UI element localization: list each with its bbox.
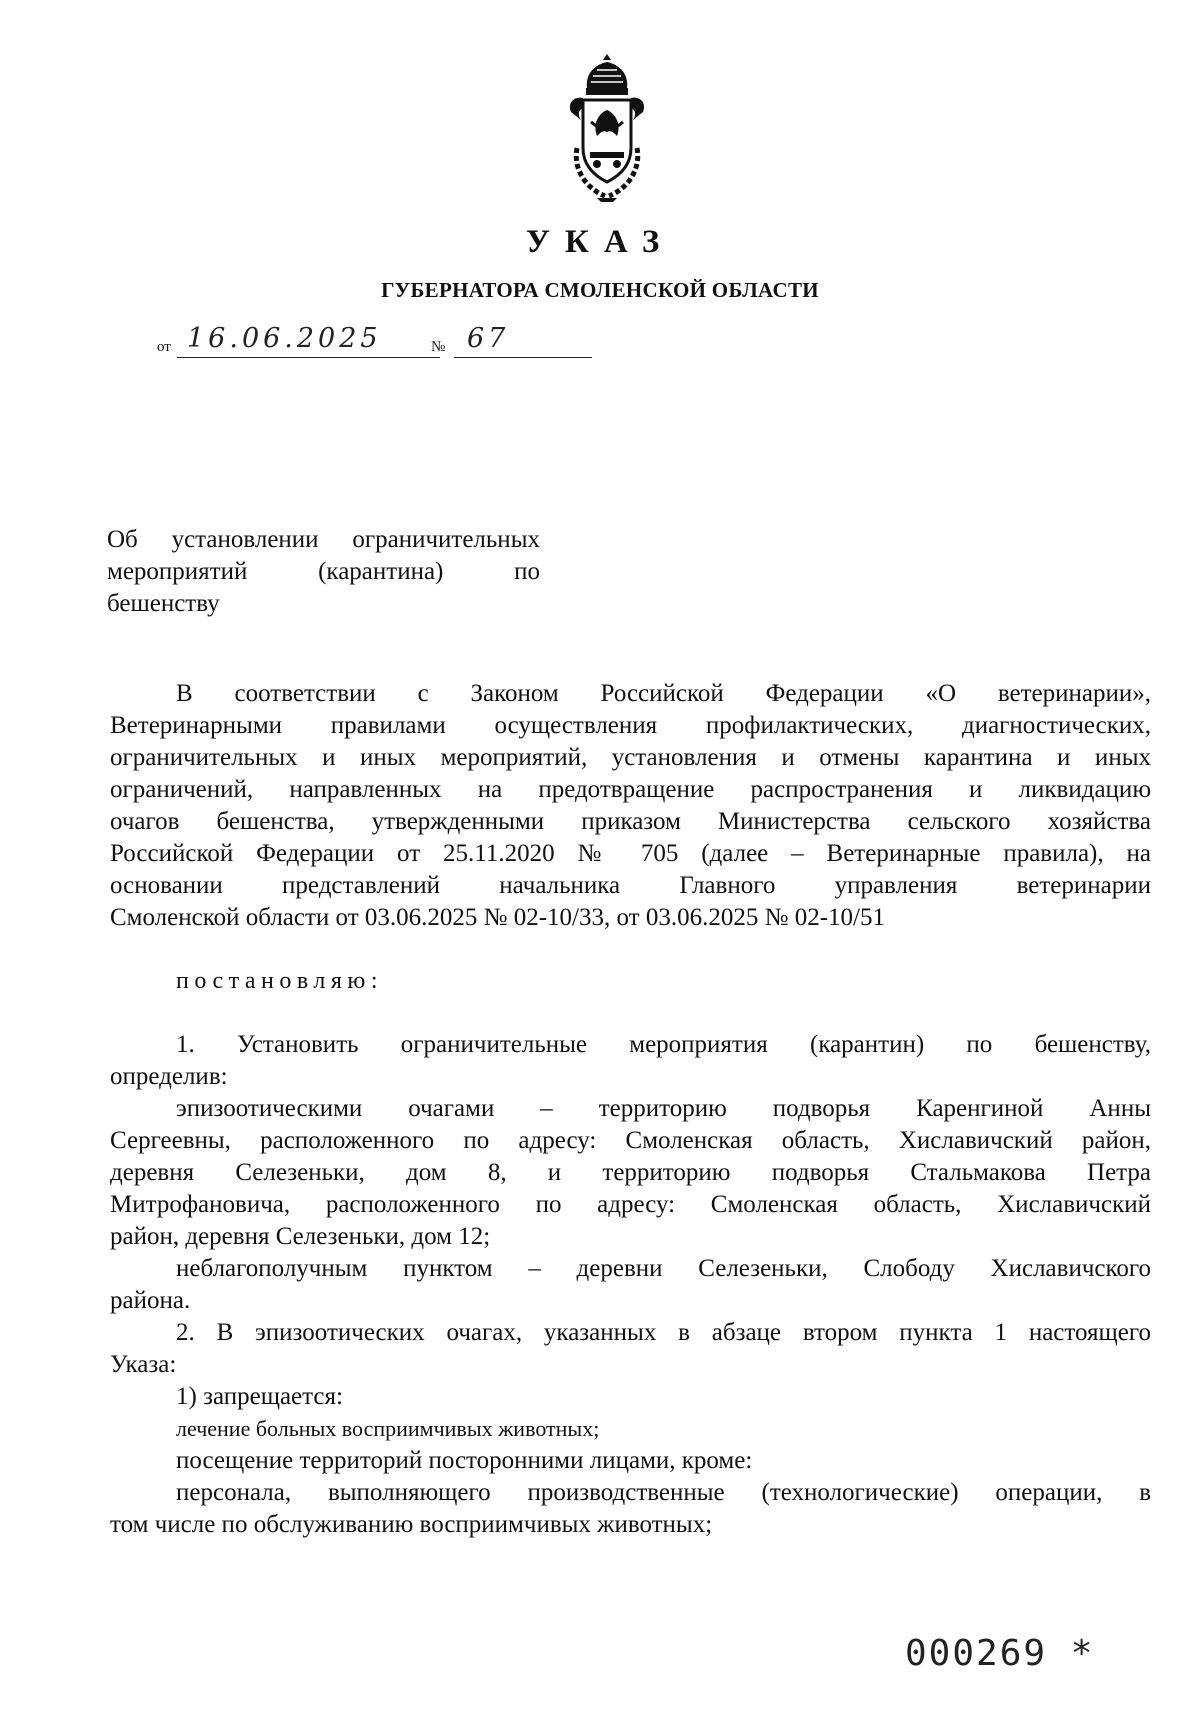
decree-items (110, 1029, 1151, 1541)
document-title: УКАЗ (525, 224, 675, 260)
text-line: Смоленской области от 03.06.2025 № 02-10/33, от 03.06.2025 № 02-10/51 (110, 904, 885, 931)
text-line: ограничительных и иных мероприятий, установления и отмены карантина и иных (110, 744, 1151, 771)
handwritten-number: 67 (467, 323, 510, 354)
text-line: персонала, выполняющего производственные (технологические) операции, в (176, 1479, 1151, 1506)
subject-line: Об установлении ограничительных (107, 526, 540, 553)
text-line: посещение территорий посторонними лицами, кроме: (176, 1447, 753, 1474)
text-line: ограничений, направленных на предотвращение распространения и ликвидацию (110, 776, 1151, 803)
text-line: Сергеевны, расположенного по адресу: Смоленская область, Хиславичский район, (110, 1127, 1151, 1154)
document-subject (107, 524, 540, 620)
text-line: 2. В эпизоотических очагах, указанных в абзаце втором пункта 1 настоящего (176, 1319, 1151, 1346)
text-line: 1) запрещается: (176, 1383, 343, 1410)
text-line: Указа: (110, 1351, 177, 1378)
text-line: Ветеринарными правилами осуществления профилактических, диагностических, (110, 712, 1151, 739)
text-line: лечение больных восприимчивых животных; (176, 1416, 600, 1441)
date-underline (177, 357, 440, 358)
text-line: Российской Федерации от 25.11.2020 № 705 (далее – Ветеринарные правила), на (110, 840, 1151, 867)
text-line: В соответствии с Законом Российской Федерации «О ветеринарии», (176, 680, 1151, 707)
number-label: № (431, 339, 446, 355)
text-line: том числе по обслуживанию восприимчивых животных; (110, 1511, 713, 1538)
text-line: района. (110, 1287, 191, 1314)
text-line: эпизоотическими очагами – территорию подворья Каренгиной Анны (176, 1095, 1151, 1122)
text-line: район, деревня Селезеньки, дом 12; (110, 1223, 491, 1250)
text-line: определив: (110, 1063, 228, 1090)
text-line: 1. Установить ограничительные мероприятия (карантин) по бешенству, (176, 1031, 1151, 1058)
decree-word: постановляю: (176, 968, 383, 994)
document-subtitle: ГУБЕРНАТОРА СМОЛЕНСКОЙ ОБЛАСТИ (381, 278, 819, 302)
number-underline (454, 357, 592, 358)
preamble-paragraph (110, 678, 1151, 934)
handwritten-date: 16.06.2025 (187, 323, 382, 354)
subject-line: бешенству (107, 590, 220, 617)
date-number-line (157, 323, 597, 360)
text-line: очагов бешенства, утвержденными приказом Министерства сельского хозяйства (110, 808, 1151, 835)
subject-line: мероприятий (карантина) по (107, 558, 540, 585)
date-label: от (157, 339, 171, 355)
text-line: основании представлений начальника Главного управления ветеринарии (110, 872, 1151, 899)
text-line: Митрофановича, расположенного по адресу: Смоленская область, Хиславичский (110, 1191, 1151, 1218)
document-serial-number: 000269 * (905, 1633, 1095, 1674)
text-line: деревня Селезеньки, дом 8, и территорию подворья Стальмакова Петра (110, 1159, 1151, 1186)
coat-of-arms-icon (557, 52, 657, 204)
text-line: неблагополучным пунктом – деревни Селезеньки, Слободу Хиславичского (176, 1255, 1151, 1282)
